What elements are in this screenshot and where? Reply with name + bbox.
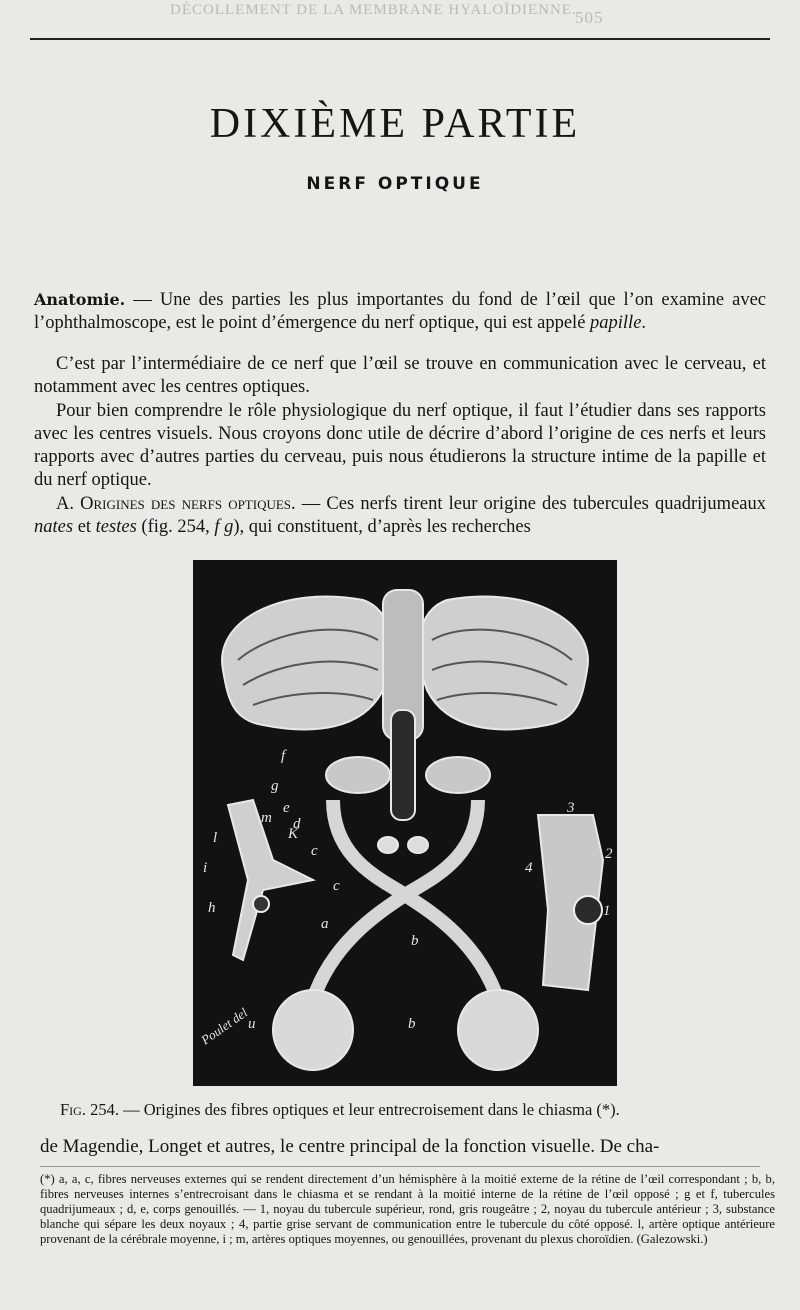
label-a: a (321, 916, 329, 932)
label-d: d (293, 816, 301, 832)
paragraph-anatomy (34, 288, 766, 335)
page-number: 505 (575, 8, 604, 27)
label-m: m (261, 810, 272, 826)
p1-text: — Une des parties les plus importantes du fond de l’œil que l’on examine avec l’ophthalmoscope, est le point d’émergence du nerf optique, qui est appelé (34, 290, 766, 333)
part-subtitle: NERF OPTIQUE (306, 174, 484, 194)
label-f: f (281, 748, 286, 764)
label-4: 4 (525, 860, 533, 876)
label-b-1: b (411, 933, 419, 949)
p4-c: (fig. 254, (136, 517, 215, 537)
label-e: e (283, 800, 290, 816)
anatomy-lead: Anatomie. (34, 290, 126, 309)
p4-d: ), qui constituent, d’après les recherches (233, 517, 531, 537)
label-3: 3 (567, 800, 575, 816)
p4-testes: testes (95, 517, 137, 537)
paragraph-origins (34, 493, 766, 539)
caption-number: Fig. 254. (60, 1100, 119, 1119)
header-rule (30, 38, 770, 40)
paragraph-physiology: Pour bien comprendre le rôle physiologique du nerf optique, il faut l’étudier dans ses rapports avec les centres visuels. Nous croyons donc utile de décrire d’abord l’origine de ces nerfs et leurs rapports avec d’autres parties du cerveau, puis nous étudierons la structure intime de la papille et du nerf optique. (34, 401, 766, 490)
paragraph-communication: C’est par l’intermédiaire de ce nerf que l’œil se trouve en communication avec le cerveau, et notamment avec les centres optiques. (34, 354, 766, 397)
anatomical-figure (193, 560, 617, 1086)
label-h: h (208, 900, 216, 916)
origins-lead: A. Origines des nerfs optiques. (56, 494, 296, 514)
paragraph-continuation: de Magendie, Longet et autres, le centre principal de la fonction visuelle. De cha- (40, 1136, 660, 1157)
label-2: 2 (605, 846, 613, 862)
label-1: 1 (603, 903, 611, 919)
left-eyeball (273, 990, 353, 1070)
p1-italic: papille (590, 313, 642, 333)
running-head: DÉCOLLEMENT DE LA MEMBRANE HYALOÏDIENNE. (170, 2, 577, 18)
label-g: g (271, 778, 279, 794)
p4-fg: f g (214, 517, 234, 537)
label-i: i (203, 860, 208, 876)
right-eyeball (458, 990, 538, 1070)
label-k: K (288, 826, 299, 842)
p4-a: — Ces nerfs tirent leur origine des tubercules quadrijumeaux (295, 494, 766, 514)
label-l: l (213, 830, 218, 846)
footnote-rule (40, 1166, 760, 1167)
label-u: u (248, 1016, 256, 1032)
part-title: DIXIÈME PARTIE (209, 101, 581, 147)
p4-nates: nates (34, 517, 74, 537)
caption-text: — Origines des fibres optiques et leur entrecroisement dans le chiasma (*). (118, 1100, 620, 1119)
label-c-2: c (333, 878, 340, 894)
brain-engraving (193, 560, 617, 1086)
p1-end: . (641, 313, 647, 333)
p4-b: et (73, 517, 96, 537)
label-b-2: b (408, 1016, 416, 1032)
figure-caption (60, 1100, 780, 1120)
label-c-1: c (311, 843, 318, 859)
footnote: (*) a, a, c, fibres nerveuses externes qui se rendent directement d’un hémisphère à la moitié externe de la rétine de l’œil correspondant ; b, b, fibres nerveuses internes s’entrecroisant dans le chiasma et se rendant à la moitié interne de la rétine de l’œil opposé ; g et f, tubercules quadrijumeaux ; d, e, corps genouillés. — 1, noyau du tubercule supérieur, rond, gris rougeâtre ; 2, noyau du tubercule antérieur ; 3, substance blanche qui sépare les deux noyaux ; 4, partie grise servant de communication entre le tubercule du côté opposé. l, artère optique antérieure provenant de la cérébrale moyenne, i ; m, artères optiques moyennes, ou genouillées, provenant du plexus choroïdien. (Galezowski.) (40, 1172, 775, 1246)
engraver-signature: Poulet del (198, 1004, 251, 1048)
